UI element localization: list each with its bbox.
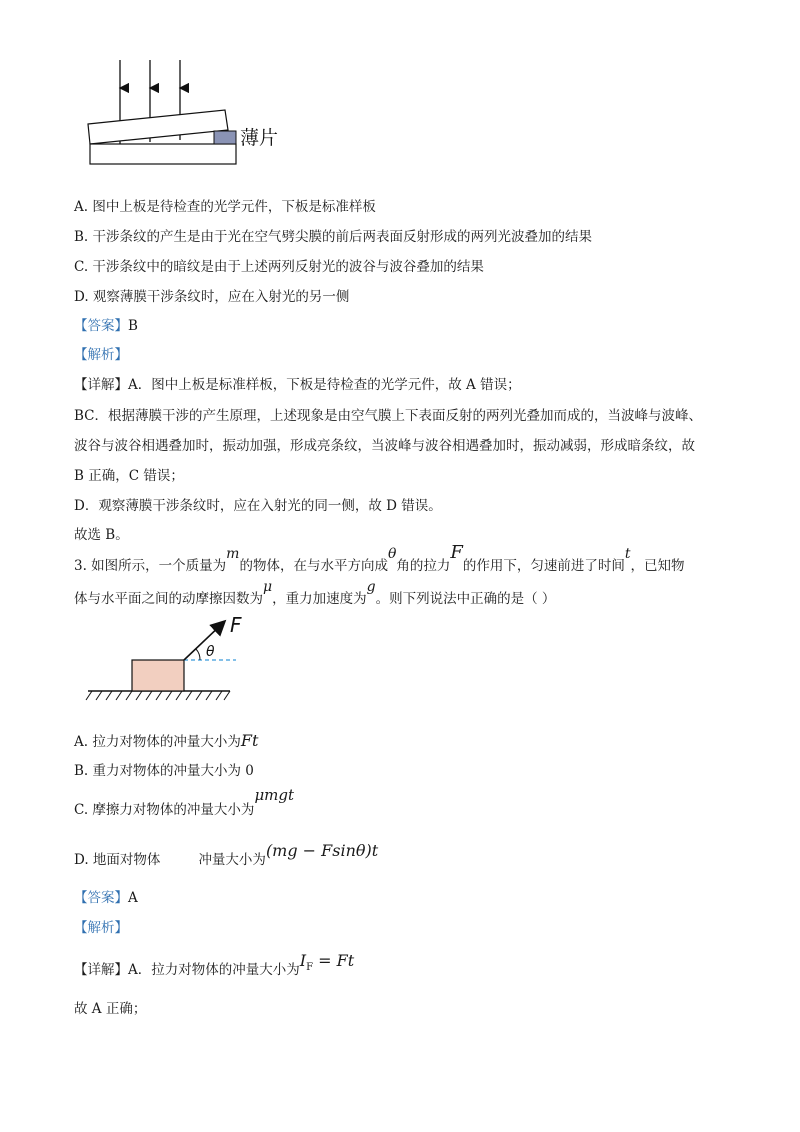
q3-option-a bbox=[74, 732, 734, 751]
q3-stem-text: ，已知物 bbox=[630, 558, 685, 574]
q3-stem-text: 。则下列说法中正确的是（ ） bbox=[375, 591, 556, 607]
block-force-figure bbox=[84, 612, 264, 704]
q2-option-d: D. 观察薄膜干涉条纹时，应在入射光的另一侧 bbox=[74, 289, 350, 305]
analysis-tag: 【解析】 bbox=[74, 920, 128, 936]
q2-option-a: A. 图中上板是待检查的光学元件，下板是标准样板 bbox=[74, 199, 376, 215]
var-g: g bbox=[366, 579, 376, 595]
q3-option-c bbox=[74, 786, 734, 819]
detail-tag: 【详解】 bbox=[74, 962, 128, 978]
q3-stem-text: 的作用下，匀速前进了时间 bbox=[462, 558, 625, 574]
detail-tag: 【详解】 bbox=[74, 377, 128, 393]
q3-stem-text: 角的拉力 bbox=[396, 558, 451, 574]
angle-arc bbox=[196, 649, 200, 660]
answer-value: A bbox=[128, 890, 138, 906]
q3-stem-text: 体与水平面之间的动摩擦因数为 bbox=[74, 591, 263, 607]
q2-answer bbox=[74, 317, 734, 335]
q2-conclusion: 故选 B。 bbox=[74, 527, 129, 543]
q3-stem-line2 bbox=[74, 579, 734, 608]
q3-option-a-text: A. 拉力对物体的冲量大小为 bbox=[74, 734, 241, 750]
analysis-tag: 【解析】 bbox=[74, 347, 128, 363]
thin-film-figure bbox=[80, 58, 300, 170]
answer-tag: 【答案】 bbox=[74, 318, 128, 334]
q3-conclusion: 故 A 正确； bbox=[74, 1001, 147, 1017]
q3-analysis-tag bbox=[74, 919, 734, 937]
q3-option-d-text: D. 地面对物体 bbox=[74, 852, 161, 868]
q3-stem-line1 bbox=[74, 542, 734, 575]
q2-option-b: B. 干涉条纹的产生是由于光在空气劈尖膜的前后两表面反射形成的两列光波叠加的结果 bbox=[74, 229, 593, 245]
q2-option-c: C. 干涉条纹中的暗纹是由于上述两列反射光的波谷与波谷叠加的结果 bbox=[74, 259, 484, 275]
q3-detail-a bbox=[74, 951, 734, 985]
q3-answer bbox=[74, 889, 734, 907]
thin-sheet-label: 薄片 bbox=[240, 127, 279, 149]
upper-plate bbox=[88, 110, 228, 144]
impulse-subscript: F bbox=[306, 962, 314, 974]
answer-value: B bbox=[128, 318, 138, 334]
var-theta: θ bbox=[387, 546, 397, 562]
var-F: F bbox=[450, 542, 463, 563]
impulse-symbol: I bbox=[299, 951, 307, 970]
q3-option-d-text: 冲量大小为 bbox=[198, 852, 266, 868]
force-arrow bbox=[184, 622, 224, 660]
q3-option-c-text: C. 摩擦力对物体的冲量大小为 bbox=[74, 802, 255, 818]
lower-plate bbox=[90, 144, 236, 164]
q3-option-b: B. 重力对物体的冲量大小为 0 bbox=[74, 763, 254, 779]
angle-label: θ bbox=[206, 644, 215, 660]
q2-detail-bc-2: 波谷与波谷相遇叠加时，振动加强，形成亮条纹，当波峰与波谷相遇叠加时，振动减弱，形成暗条纹，故 bbox=[74, 438, 695, 454]
q3-stem-text: 3. 如图所示，一个质量为 bbox=[74, 558, 227, 574]
block bbox=[132, 660, 184, 691]
q2-detail-bc-3: B 正确，C 错误； bbox=[74, 468, 184, 484]
impulse-formula: = Ft bbox=[313, 951, 355, 970]
detail-a-text: A．图中上板是标准样板，下板是待检查的光学元件，故 A 错误； bbox=[128, 377, 521, 393]
answer-tag: 【答案】 bbox=[74, 890, 128, 906]
thin-sheet bbox=[214, 131, 236, 144]
ground-hatching bbox=[86, 691, 230, 700]
var-m: m bbox=[226, 546, 240, 562]
q3-option-d-formula: (mg − Fsinθ)t bbox=[265, 841, 379, 860]
q2-detail-a bbox=[74, 376, 734, 394]
force-label: F bbox=[230, 613, 242, 637]
q2-analysis-tag bbox=[74, 346, 734, 364]
q3-option-a-formula: Ft bbox=[240, 731, 259, 750]
q2-detail-d: D．观察薄膜干涉条纹时，应在入射光的同一侧，故 D 错误。 bbox=[74, 498, 442, 514]
q2-detail-bc-1: BC．根据薄膜干涉的产生原理，上述现象是由空气膜上下表面反射的两列光叠加而成的，当波峰与波峰、 bbox=[74, 408, 702, 424]
var-mu: μ bbox=[263, 579, 273, 595]
var-t: t bbox=[624, 546, 631, 562]
q3-option-c-formula: μmgt bbox=[254, 786, 295, 804]
q3-stem-text: 的物体，在与水平方向成 bbox=[239, 558, 388, 574]
detail-a-text: A．拉力对物体的冲量大小为 bbox=[128, 962, 300, 978]
q3-option-d bbox=[74, 841, 734, 869]
q3-stem-text: ，重力加速度为 bbox=[272, 591, 367, 607]
